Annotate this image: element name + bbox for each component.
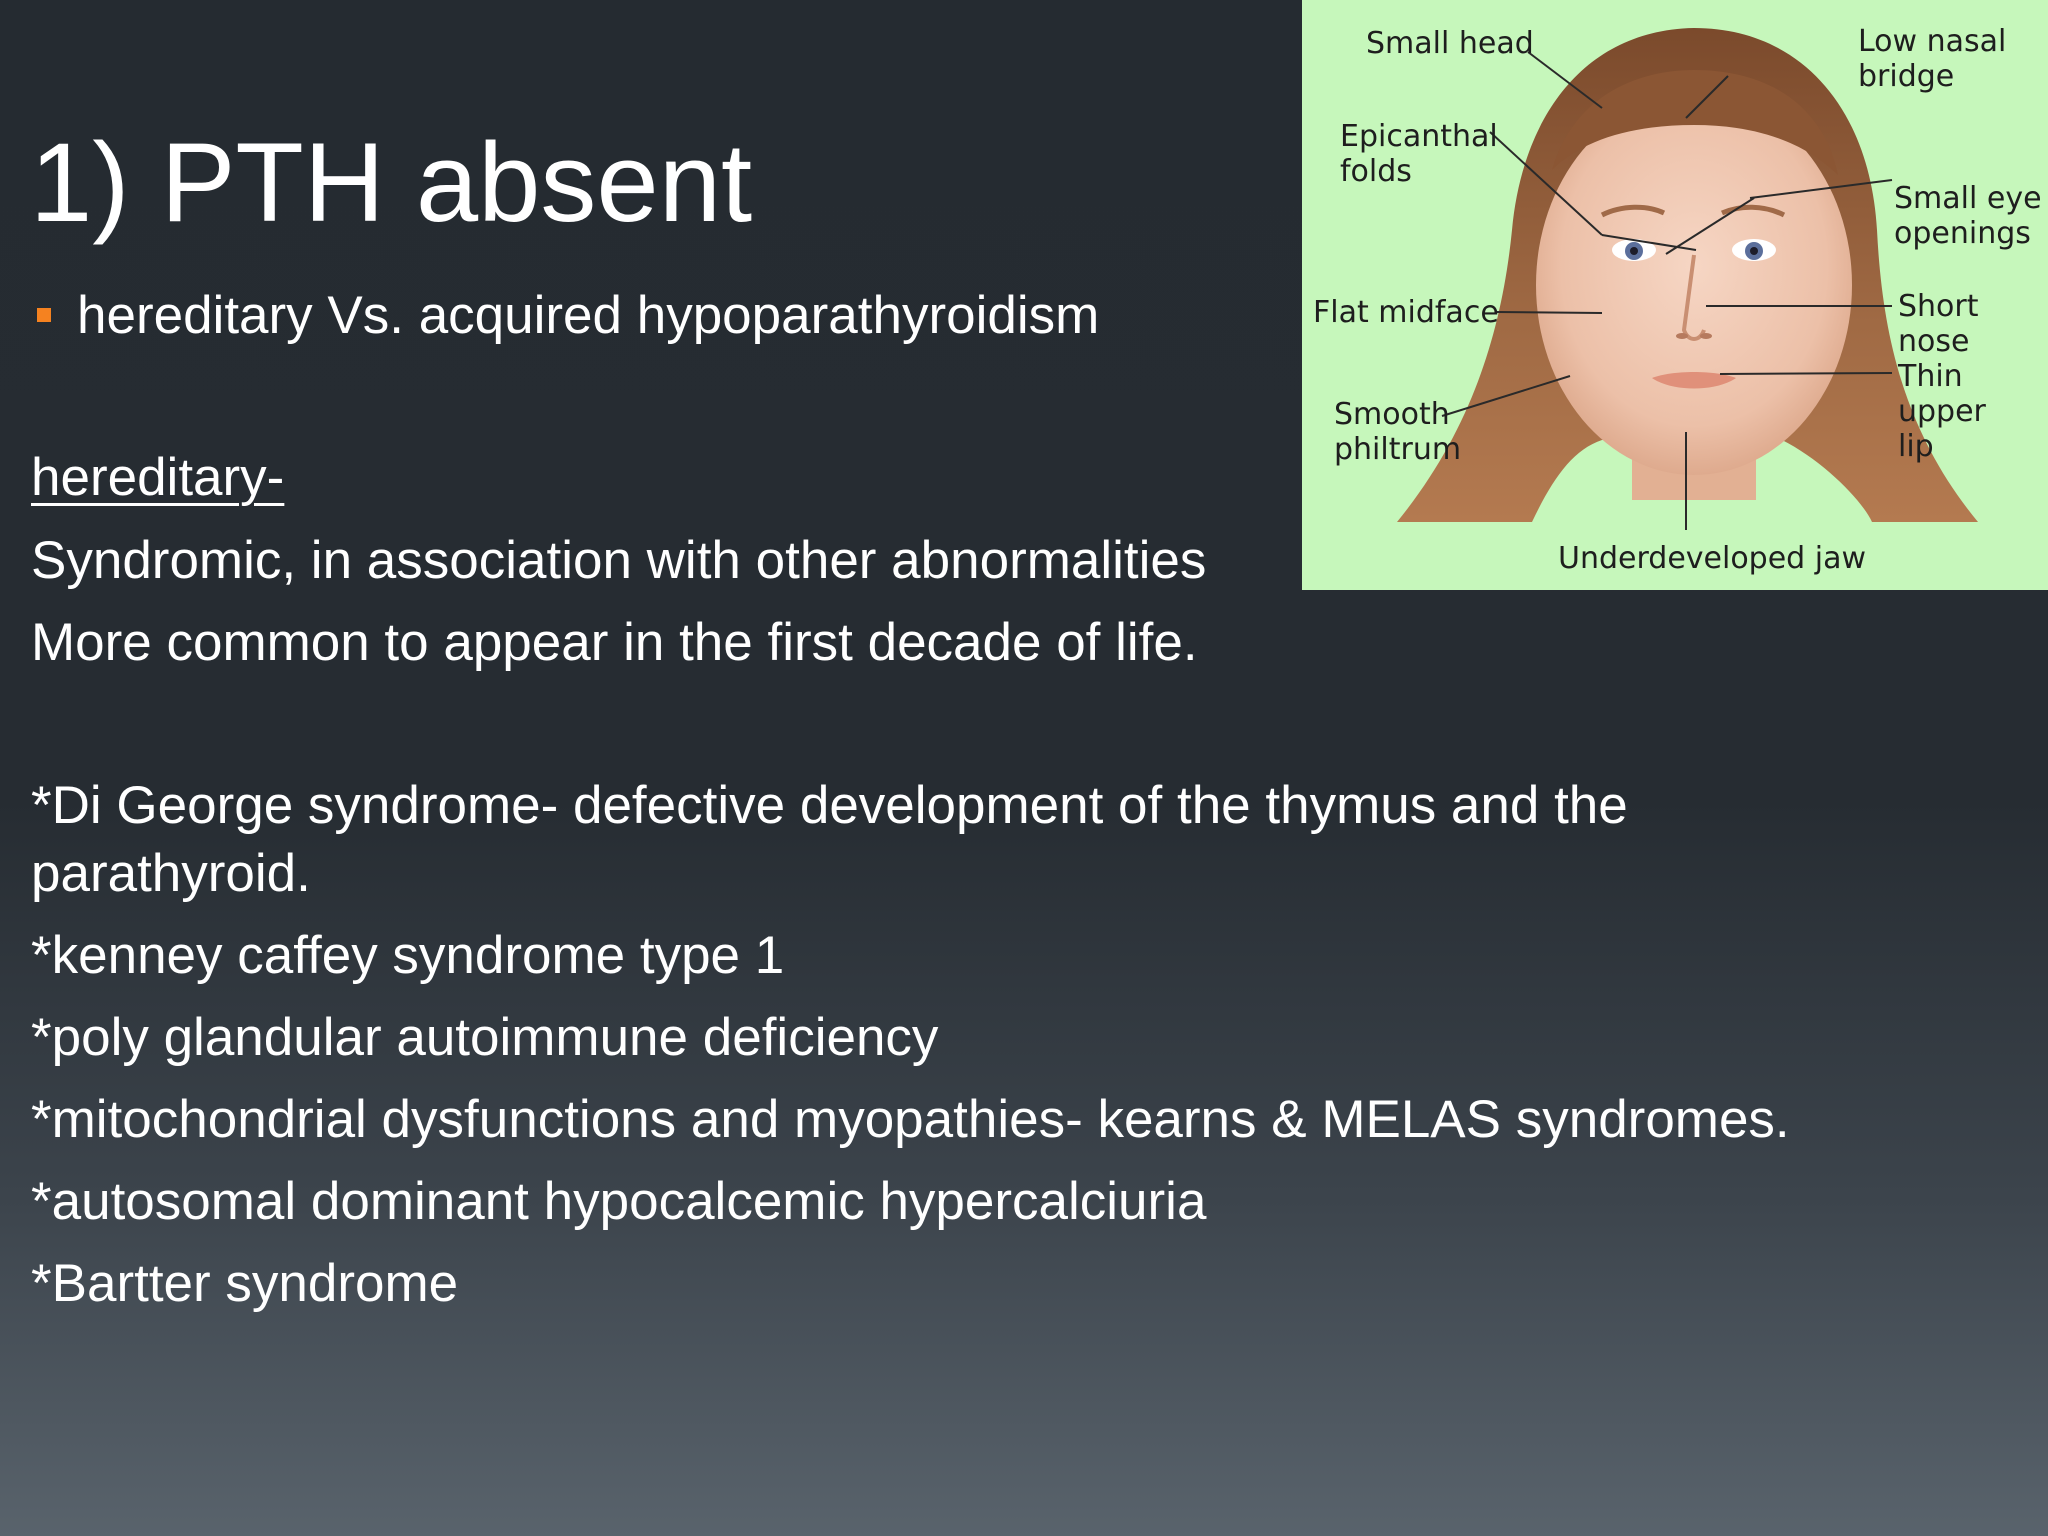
body-line-di-george: *Di George syndrome- defective development of the thymus and the [31, 776, 1628, 835]
body-line-syndromic: Syndromic, in association with other abnormalities [31, 531, 1207, 590]
label-epicanthal-folds: Epicanthal folds [1340, 119, 1498, 189]
body-line-di-george-cont: parathyroid. [31, 844, 311, 903]
bullet-item [30, 282, 1099, 348]
body-line-mitochondrial: *mitochondrial dysfunctions and myopathies- kearns & MELAS syndromes. [31, 1090, 1790, 1149]
body-line-kenney-caffey: *kenney caffey syndrome type 1 [31, 926, 785, 985]
label-thin-upper-lip: Thin upper lip [1898, 359, 1986, 464]
label-low-nasal-bridge: Low nasal bridge [1858, 24, 2007, 94]
label-short-nose: Short nose [1898, 289, 1979, 359]
body-line-poly-glandular: *poly glandular autoimmune deficiency [31, 1008, 939, 1067]
label-underdeveloped-jaw: Underdeveloped jaw [1558, 541, 1867, 576]
bullet-text: hereditary Vs. acquired hypoparathyroidism [77, 285, 1100, 345]
body-line-first-decade: More common to appear in the first decade of life. [31, 613, 1198, 672]
body-line-autosomal: *autosomal dominant hypocalcemic hypercalciuria [31, 1172, 1207, 1231]
label-smooth-philtrum: Smooth philtrum [1334, 397, 1462, 467]
label-small-head: Small head [1366, 26, 1534, 61]
body-line-bartter: *Bartter syndrome [31, 1254, 459, 1313]
square-bullet-icon [37, 308, 51, 322]
facial-features-illustration [1302, 0, 2048, 590]
slide-title: 1) PTH absent [30, 120, 753, 245]
subheading-hereditary: hereditary- [31, 448, 285, 507]
label-flat-midface: Flat midface [1313, 295, 1499, 330]
label-small-eye-openings: Small eye openings [1894, 181, 2042, 251]
